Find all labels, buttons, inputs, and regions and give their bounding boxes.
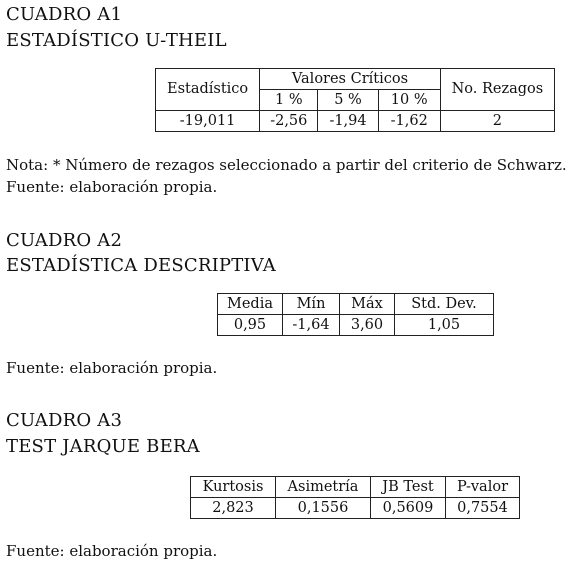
fuente-a3: Fuente: elaboración propia.: [6, 542, 218, 560]
header-jb-test: JB Test: [371, 477, 446, 498]
cell-kurtosis: 2,823: [191, 498, 276, 519]
cell-critico-1: -2,56: [260, 111, 318, 132]
header-level-10: 10 %: [378, 90, 440, 111]
cuadro-a1-label: CUADRO A1: [6, 4, 123, 25]
cuadro-a3-title: TEST JARQUE BERA: [6, 436, 200, 457]
header-valores-criticos: Valores Críticos: [260, 69, 441, 90]
fuente-a1: Fuente: elaboración propia.: [6, 178, 218, 196]
cell-estadistico: -19,011: [156, 111, 260, 132]
cell-min: -1,64: [283, 315, 340, 336]
header-level-5: 5 %: [318, 90, 378, 111]
nota-text: Nota: * Número de rezagos seleccionado a partir del criterio de Schwarz.: [6, 156, 567, 174]
header-asimetria: Asimetría: [276, 477, 371, 498]
cell-critico-10: -1,62: [378, 111, 440, 132]
header-estadistico: Estadístico: [156, 69, 260, 111]
header-p-valor: P-valor: [446, 477, 520, 498]
table-row: [218, 315, 494, 336]
header-max: Máx: [340, 294, 395, 315]
cuadro-a1-title: ESTADÍSTICO U-THEIL: [6, 30, 227, 51]
cuadro-a3-label: CUADRO A3: [6, 410, 123, 431]
cuadro-a2-label: CUADRO A2: [6, 230, 123, 251]
table-row: [156, 111, 555, 132]
header-std-dev: Std. Dev.: [395, 294, 494, 315]
cell-jb-test: 0,5609: [371, 498, 446, 519]
cell-rezagos: 2: [440, 111, 554, 132]
table-row: [191, 498, 520, 519]
cuadro-a2-title: ESTADÍSTICA DESCRIPTIVA: [6, 255, 276, 276]
cell-critico-5: -1,94: [318, 111, 378, 132]
cell-max: 3,60: [340, 315, 395, 336]
descriptive-table: [217, 293, 494, 336]
header-min: Mín: [283, 294, 340, 315]
header-level-1: 1 %: [260, 90, 318, 111]
cell-std-dev: 1,05: [395, 315, 494, 336]
cell-media: 0,95: [218, 315, 283, 336]
header-no-rezagos: No. Rezagos: [440, 69, 554, 111]
header-kurtosis: Kurtosis: [191, 477, 276, 498]
cell-asimetria: 0,1556: [276, 498, 371, 519]
jarque-bera-table: [190, 476, 520, 519]
header-media: Media: [218, 294, 283, 315]
u-theil-table: [155, 68, 555, 132]
cell-p-valor: 0,7554: [446, 498, 520, 519]
fuente-a2: Fuente: elaboración propia.: [6, 359, 218, 377]
